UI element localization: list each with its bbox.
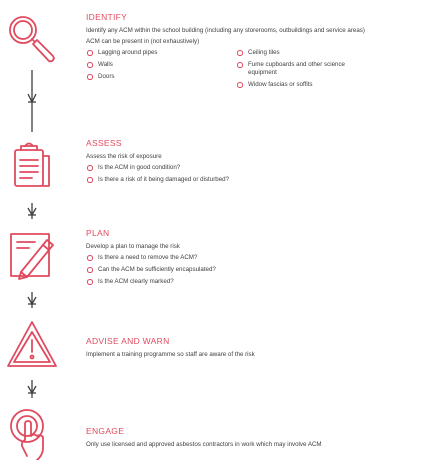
list-item: Widow fascias or soffits: [236, 81, 371, 89]
list-item: Can the ACM be sufficiently encapsulated?: [86, 266, 419, 274]
clipboard-icon: [5, 138, 59, 192]
assess-section: [86, 138, 419, 188]
section-intro: Implement a training programme so staff are aware of the risk: [86, 351, 255, 358]
list-item: Is there a need to remove the ACM?: [86, 254, 419, 262]
list-item: Doors: [86, 73, 236, 81]
list-item: Is there a risk of it being damaged or disturbed?: [86, 176, 419, 184]
section-heading: PLAN: [86, 228, 110, 238]
flow-arrow: [26, 203, 38, 219]
magnifier-icon: [5, 12, 59, 66]
advise-warn-section: [86, 336, 419, 362]
section-intro: Assess the risk of exposure: [86, 153, 162, 160]
identify-section: [86, 12, 419, 93]
section-heading: ENGAGE: [86, 426, 125, 436]
section-intro: Identify any ACM within the school building (including any storerooms, outbuildings and service areas): [86, 27, 365, 34]
section-heading: ASSESS: [86, 138, 122, 148]
section-heading: ADVISE AND WARN: [86, 336, 170, 346]
section-heading: IDENTIFY: [86, 12, 128, 22]
bullet-list: [86, 164, 419, 184]
list-item: Is the ACM clearly marked?: [86, 278, 419, 286]
section-intro: Develop a plan to manage the risk: [86, 243, 180, 250]
touch-icon: [5, 406, 59, 460]
engage-section: [86, 426, 419, 452]
section-intro: Only use licensed and approved asbestos contractors in work which may involve ACM: [86, 441, 322, 448]
list-item: Fume cupboards and other science equipment: [236, 61, 371, 77]
list-item: Ceiling tiles: [236, 49, 371, 57]
pencil-paper-icon: [5, 228, 59, 282]
flow-arrow: [26, 292, 38, 308]
bullet-list-left: [86, 49, 236, 93]
bullet-list: [86, 254, 419, 286]
bullet-list-right: [236, 49, 371, 93]
flow-arrow: [26, 70, 38, 132]
list-item: Walls: [86, 61, 236, 69]
list-item: Is the ACM in good condition?: [86, 164, 419, 172]
warning-icon: [5, 318, 59, 372]
flow-arrow: [26, 380, 38, 398]
plan-section: [86, 228, 419, 290]
bullet-columns: [86, 49, 419, 93]
section-intro-secondary: ACM can be present in (not exhaustively): [86, 38, 200, 45]
list-item: Lagging around pipes: [86, 49, 236, 57]
